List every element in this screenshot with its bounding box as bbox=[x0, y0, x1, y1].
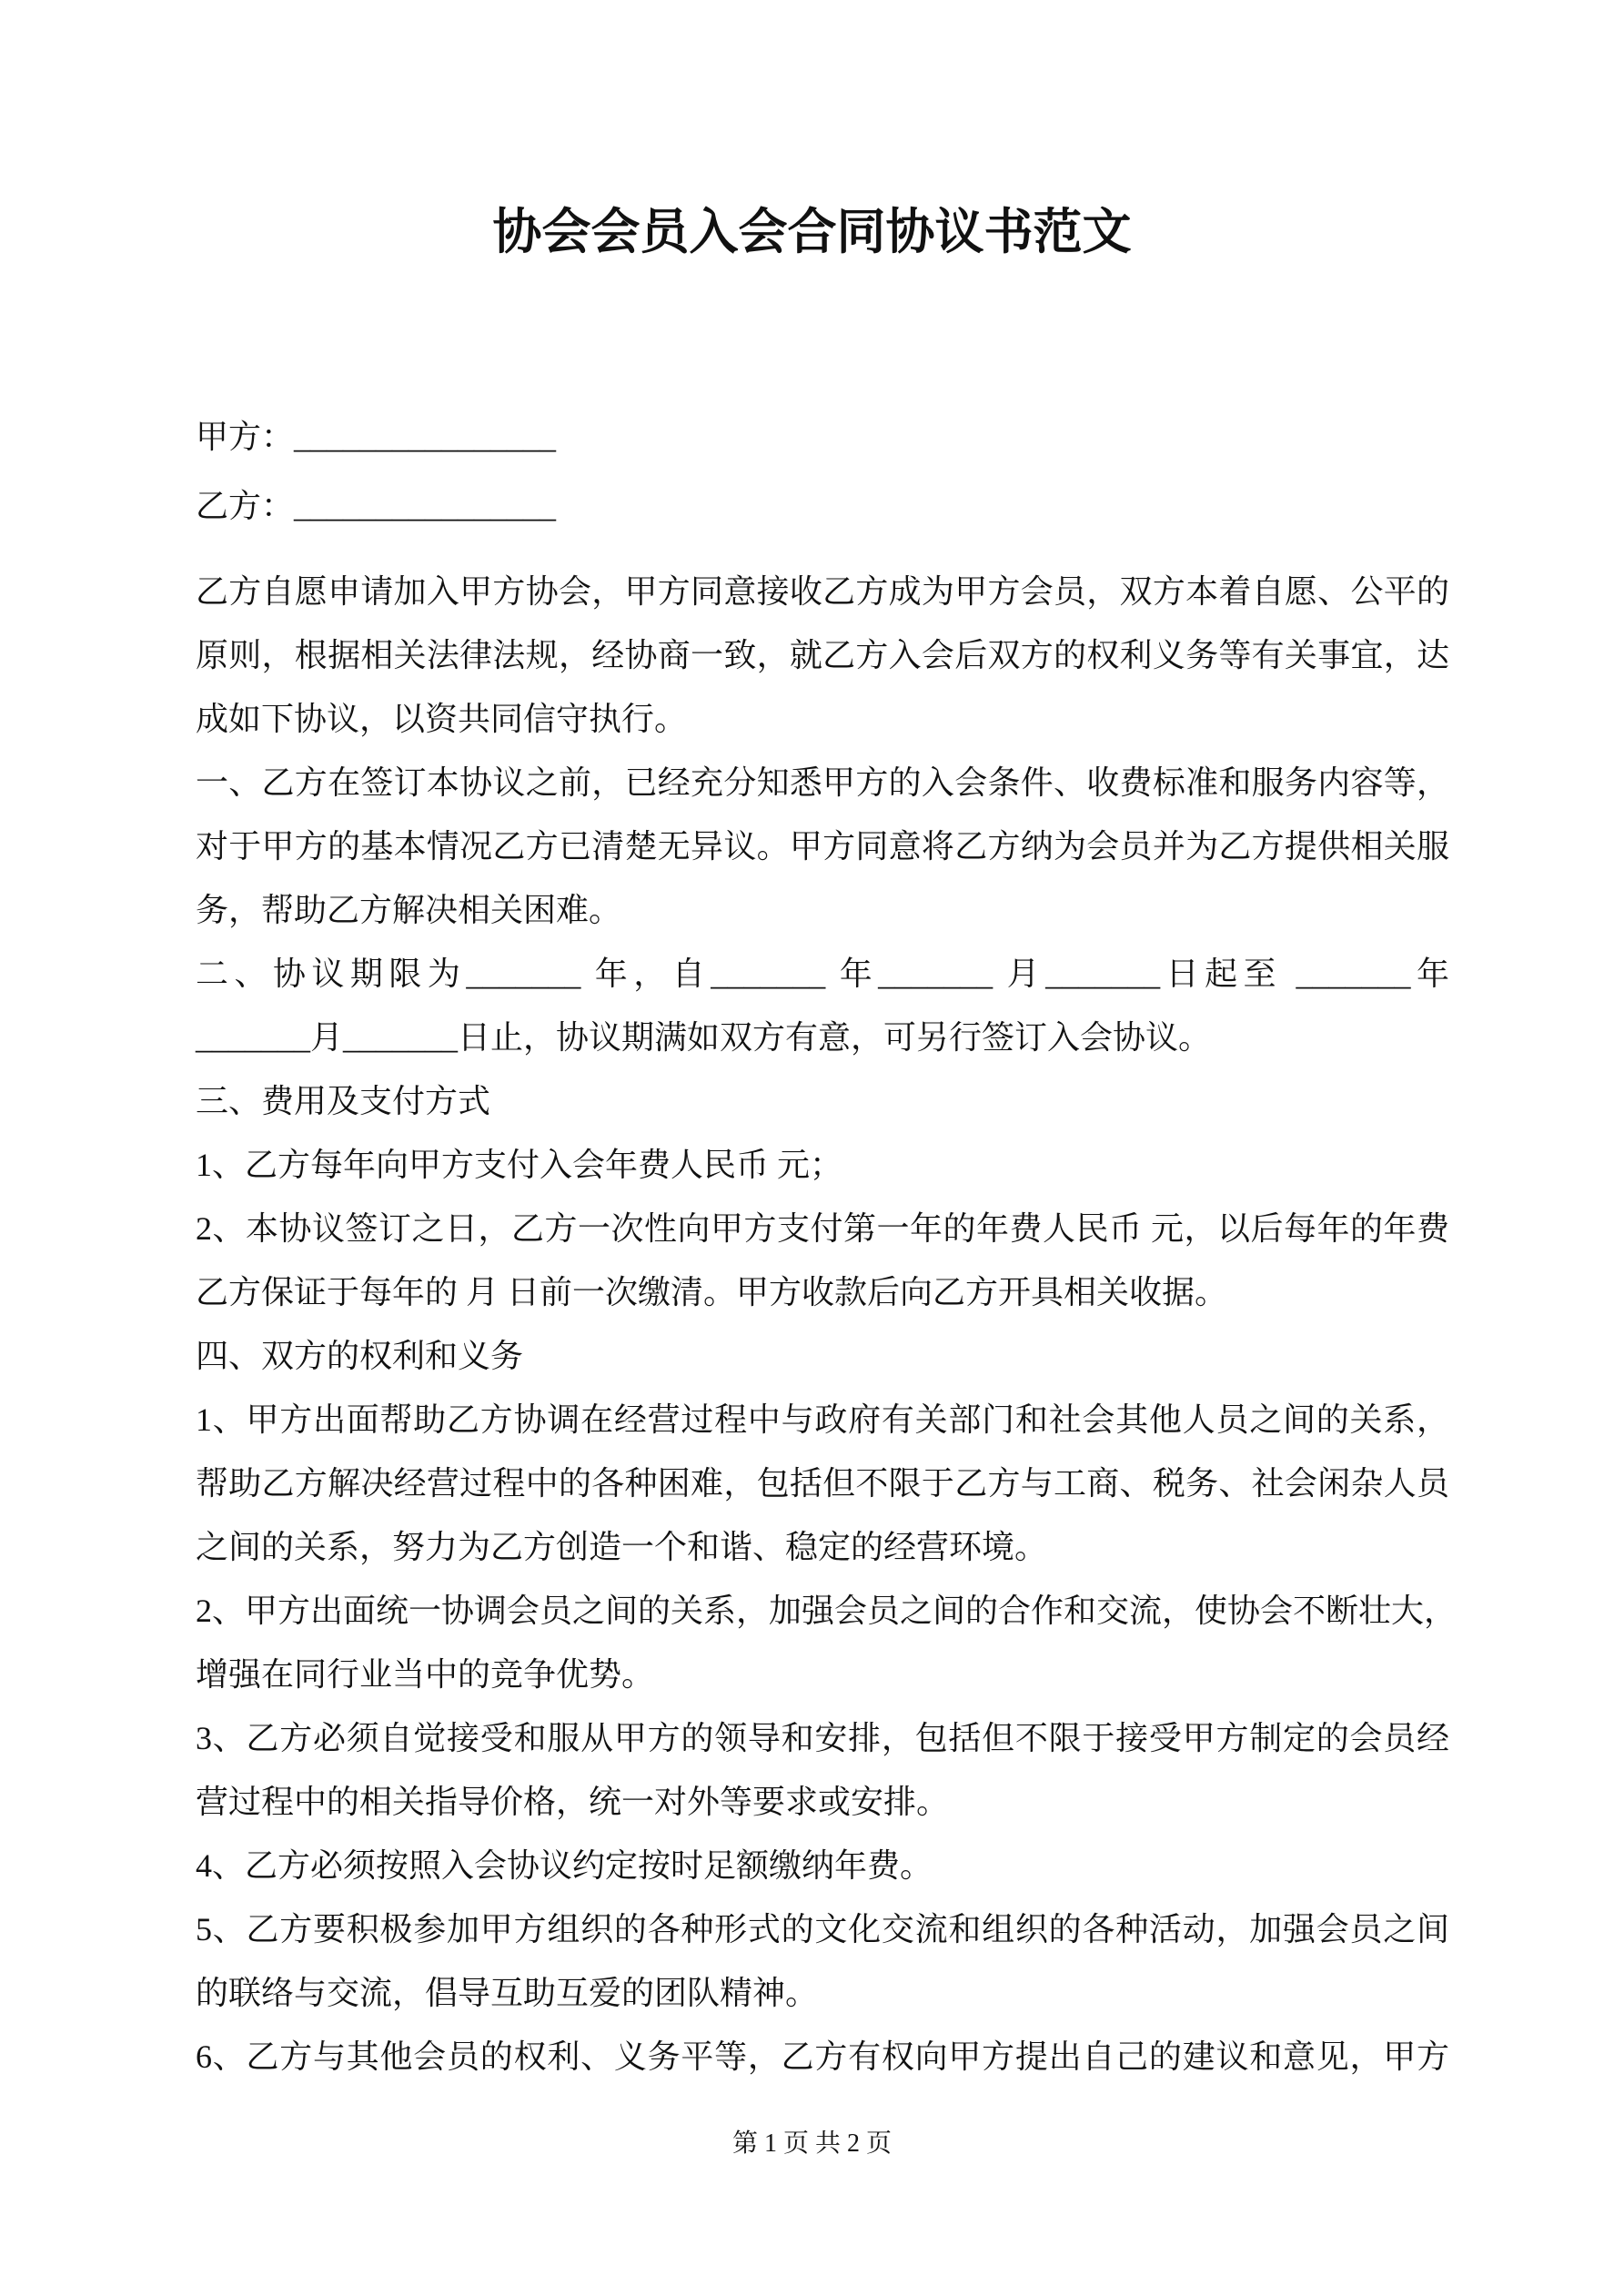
page-number-footer: 第 1 页 共 2 页 bbox=[731, 2129, 892, 2158]
body-line-blanks: 二、协议期限为_______ 年，自_______ 年_______ 月_______日起至 _______年 bbox=[196, 956, 1449, 992]
body-line: 1、甲方出面帮助乙方协调在经营过程中与政府有关部门和社会其他人员之间的关系， bbox=[196, 1401, 1449, 1438]
document-body bbox=[196, 560, 1458, 2089]
body-line: 乙方自愿申请加入甲方协会，甲方同意接收乙方成为甲方会员，双方本着自愿、公平的 bbox=[196, 573, 1449, 610]
section-heading-fees: 三、费用及支付方式 bbox=[196, 1083, 491, 1119]
section-heading-rights: 四、双方的权利和义务 bbox=[196, 1338, 524, 1374]
body-line: 营过程中的相关指导价格，统一对外等要求或安排。 bbox=[196, 1784, 950, 1820]
party-a-line: 甲方：________________ bbox=[196, 419, 557, 455]
body-line: 增强在同行业当中的竞争优势。 bbox=[196, 1656, 655, 1693]
body-line: 5、乙方要积极参加甲方组织的各种形式的文化交流和组织的各种活动，加强会员之间 bbox=[196, 1911, 1449, 1947]
body-line: 成如下协议，以资共同信守执行。 bbox=[196, 701, 688, 737]
body-line: 对于甲方的基本情况乙方已清楚无异议。甲方同意将乙方纳为会员并为乙方提供相关服 bbox=[196, 828, 1449, 865]
body-line: 6、乙方与其他会员的权利、义务平等，乙方有权向甲方提出自己的建议和意见，甲方 bbox=[196, 2038, 1449, 2075]
body-line: 4、乙方必须按照入会协议约定按时足额缴纳年费。 bbox=[196, 1847, 933, 1884]
body-line: 原则，根据相关法律法规，经协商一致，就乙方入会后双方的权利义务等有关事宜，达 bbox=[196, 637, 1449, 673]
body-line: 务，帮助乙方解决相关困难。 bbox=[196, 892, 622, 928]
body-line: 帮助乙方解决经营过程中的各种困难，包括但不限于乙方与工商、税务、社会闲杂人员 bbox=[196, 1465, 1449, 1502]
body-line: 2、本协议签订之日，乙方一次性向甲方支付第一年的年费人民币 元，以后每年的年费 bbox=[196, 1210, 1449, 1247]
body-line: 一、乙方在签订本协议之前，已经充分知悉甲方的入会条件、收费标准和服务内容等， bbox=[196, 764, 1449, 801]
body-line-blanks: _______月_______日止，协议期满如双方有意，可另行签订入会协议。 bbox=[196, 1019, 1212, 1056]
body-line: 乙方保证于每年的 月 日前一次缴清。甲方收款后向乙方开具相关收据。 bbox=[196, 1274, 1228, 1310]
body-line: 的联络与交流，倡导互助互爱的团队精神。 bbox=[196, 1975, 819, 2011]
body-line: 3、乙方必须自觉接受和服从甲方的领导和安排，包括但不限于接受甲方制定的会员经 bbox=[196, 1720, 1449, 1756]
party-b-line: 乙方：________________ bbox=[196, 488, 557, 524]
body-line: 1、乙方每年向甲方支付入会年费人民币 元； bbox=[196, 1147, 843, 1183]
party-block bbox=[196, 402, 1449, 541]
document-title: 协会会员入会合同协议书范文 bbox=[492, 205, 1132, 259]
body-line: 之间的关系，努力为乙方创造一个和谐、稳定的经营环境。 bbox=[196, 1529, 1048, 1565]
body-line: 2、甲方出面统一协调会员之间的关系，加强会员之间的合作和交流，使协会不断壮大， bbox=[196, 1593, 1458, 1629]
